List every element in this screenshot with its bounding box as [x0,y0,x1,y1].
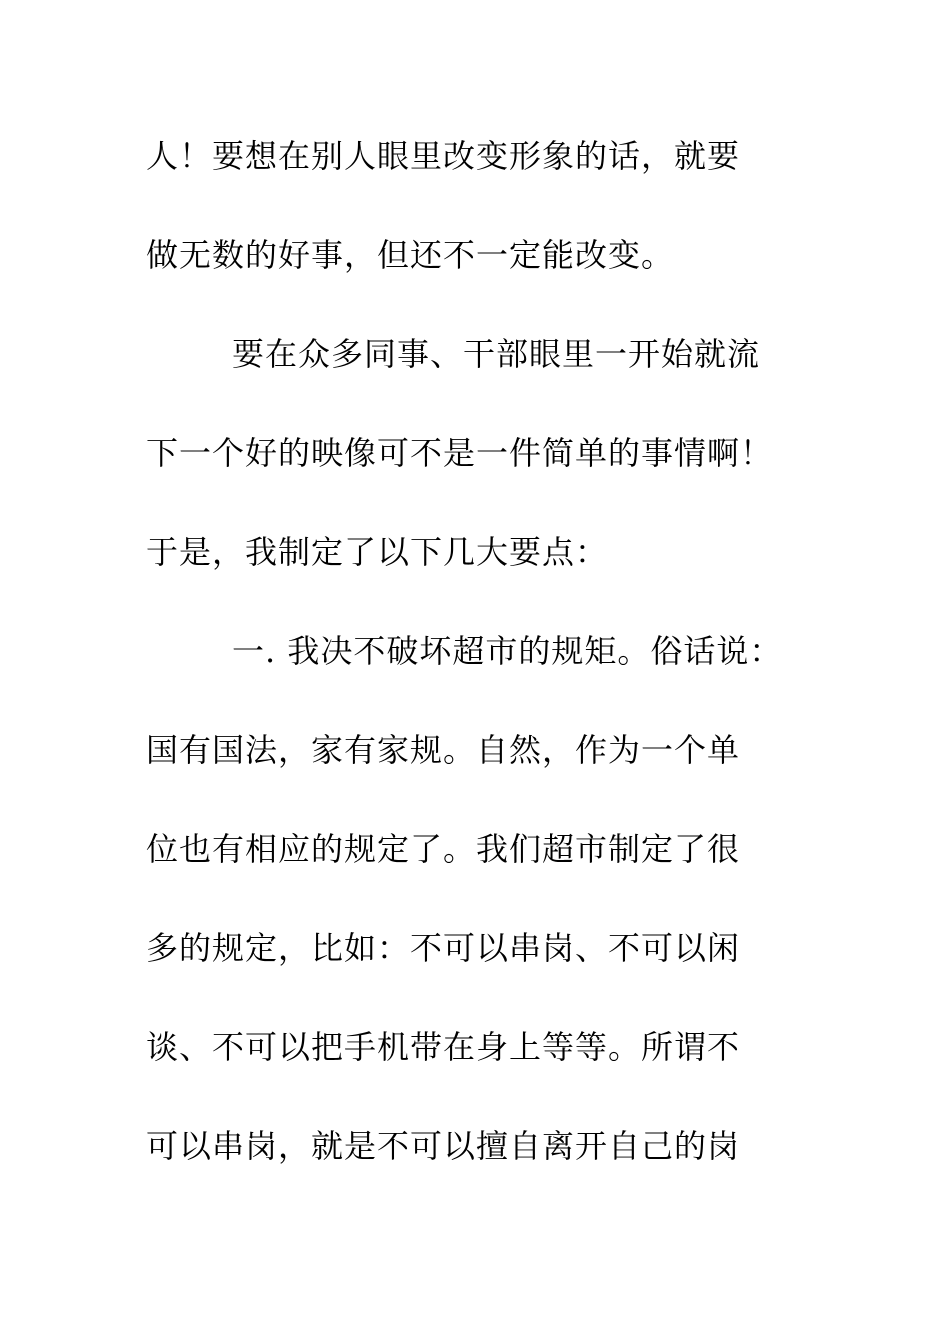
text-line-2: 做无数的好事，但还不一定能改变。 [146,236,675,274]
text-line-5: 于是，我制定了以下几大要点： [146,533,609,571]
text-line-4: 下一个好的映像可不是一件简单的事情啊！ [146,434,774,472]
text-line-10: 谈、不可以把手机带在身上等等。所谓不 [146,1028,741,1066]
text-line-7: 国有国法，家有家规。自然，作为一个单 [146,731,741,769]
text-line-1: 人！要想在别人眼里改变形象的话，就要 [146,137,741,175]
text-line-6: 一. 我决不破坏超市的规矩。俗话说： [232,632,783,670]
text-line-8: 位也有相应的规定了。我们超市制定了很 [146,830,741,868]
text-line-9: 多的规定，比如：不可以串岗、不可以闲 [146,929,741,967]
text-line-11: 可以串岗，就是不可以擅自离开自己的岗 [146,1127,741,1165]
text-line-3: 要在众多同事、干部眼里一开始就流 [232,335,761,373]
